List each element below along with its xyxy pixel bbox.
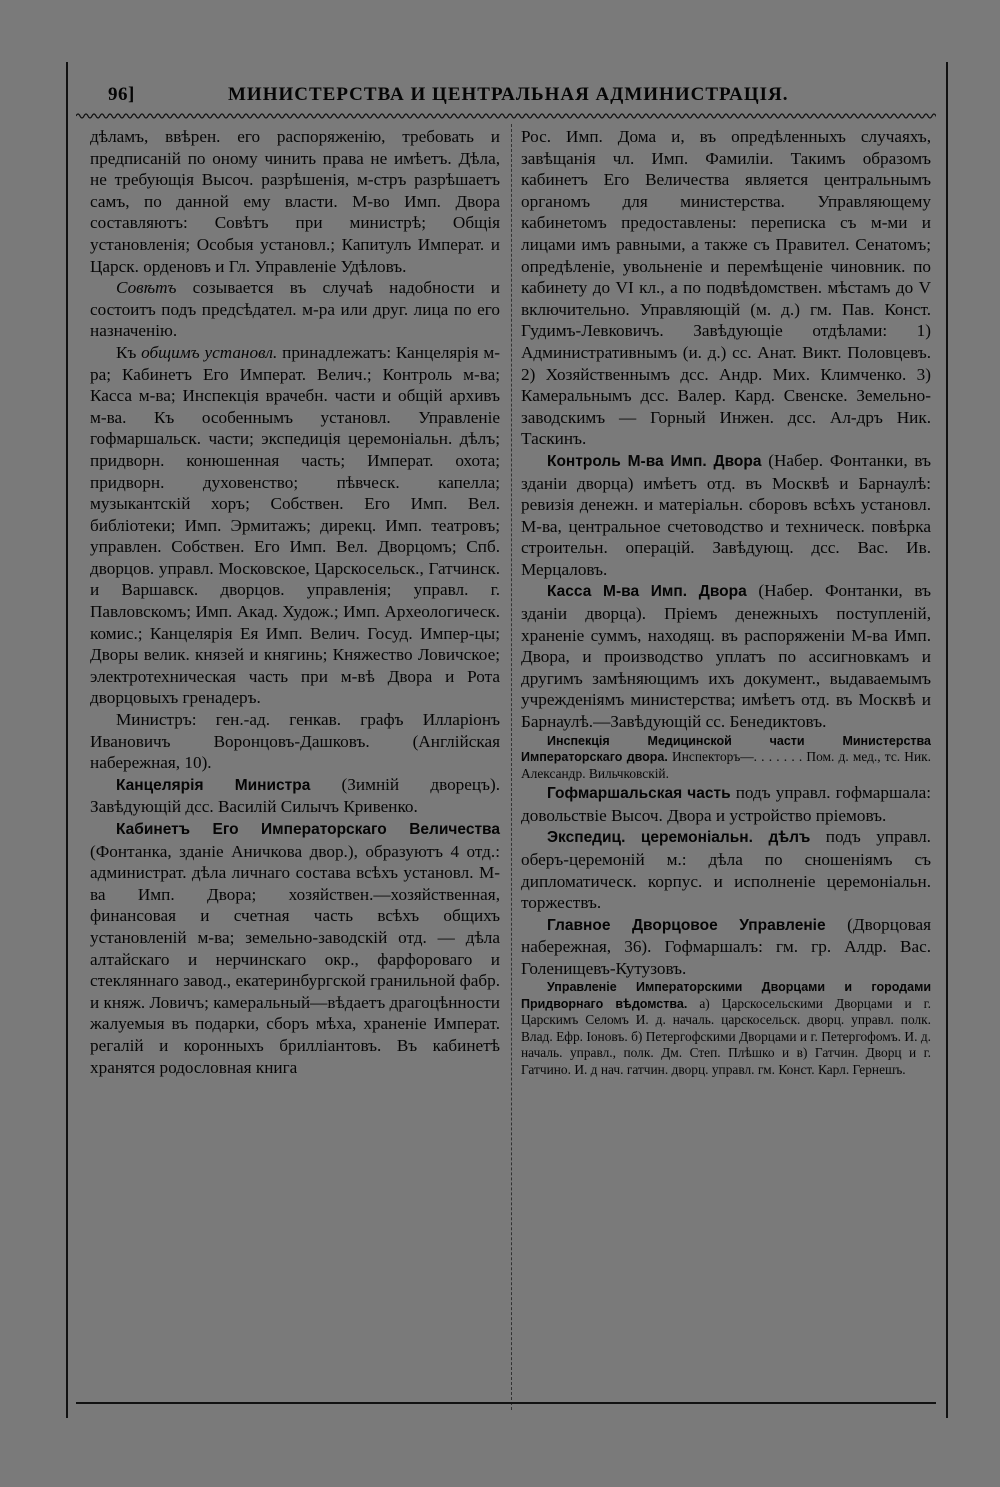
page [66,62,948,1418]
right-column-paragraph [521,979,931,1078]
left-column-paragraph [90,709,500,774]
entry-heading: Инспекція Медицинской части Министерства Императорскаго двора. [521,733,931,765]
left-column [90,126,500,1078]
entry-heading: Касса М-ва Имп. Двора [547,583,747,601]
entry-heading: Главное Дворцовое Управленіе [547,916,826,934]
paragraph-text: Министръ: ген.-ад. генкав. графъ Илларіонъ Ивановичъ Воронцовъ-Дашковъ. (Англійская набережная, 10). [90,710,500,773]
page-header [108,84,928,112]
paragraph-text: принадлежатъ: Канцелярія м-ра; Кабинетъ Его Императ. Велич.; Контроль м-ва; Касса м-ва; Инспекція врачебн. части и общій архивъ м-ва. Къ особеннымъ установл. Управленіе гофмаршальск. части; экспедиція церемоніальн. дѣлъ; придворн. конюшенная часть; Императ. охота; придворн. духовенство; пѣвческ. капелла; музыкантскій хоръ; Собствен. Его Имп. Вел. библіотеки; Имп. Эрмитажъ; дирекц. Имп. театровъ; управлен. Собствен. Его Имп. Вел. Дворцомъ; Спб. дворцов. управл. Московское, Царскосельск., Гатчинск. и Варшавск. дворцов. управленія; управл. г. Павловскомъ; Имп. Акад. Худож.; Имп. Археологическ. комис.; Канцелярія Ея Имп. Велич. Госуд. Импер-цы; Дворы велик. князей и княгинь; Княжество Ловичское; электротехническая часть при м-вѣ Двора и Рота дворцовыхъ гренадеръ. [90,342,500,708]
lead-text: Къ [116,342,142,362]
paragraph-text: подъ управл. гофмаршала: довольствіе Высоч. Двора и устройство пріемовъ. [521,783,931,825]
paragraph-text: Рос. Имп. Дома и, въ опредѣленныхъ случаяхъ, завѣщанія чл. Имп. Фамиліи. Такимъ образомъ кабинетъ Его Величества является центральнымъ органомъ для министерства. Управляющему кабинетомъ предоставлены: переписка съ м-ми и лицами имъ равными, а также съ Правител. Сенатомъ; опредѣленіе, увольненіе и перемѣщеніе чиновник. по кабинету до VI кл., а по подвѣдомствен. мѣстамъ до V включительно. Управляющій (м. д.) гм. Пав. Конст. Гудимъ-Левковичъ. Завѣдующіе отдѣлами: 1) Административнымъ (и. д.) сс. Анат. Викт. Половцевъ. 2) Хозяйственнымъ дсс. Андр. Мих. Климченко. 3) Камеральнымъ дсс. Валер. Кард. Свенске. Земельно-заводскимъ — Горный Инжен. дсс. Ал-дръ Ник. Таскинъ. [521,127,931,449]
entry-heading: Гофмаршальская часть [547,785,731,803]
entry-heading: Контроль М-ва Имп. Двора [547,452,762,470]
paragraph-text: созывается въ случаѣ надобности и состоитъ подъ предсѣдател. м-ра или друг. лица по его назначенію. [90,278,500,341]
paragraph-text: дѣламъ, ввѣрен. его распоряженію, требовать и предписаній по оному чинить права не имѣетъ. Дѣла, не требующія Высоч. разрѣшенія, м-стръ разрѣшаетъ самъ, по данной ему власти. М-во Имп. Двора составляютъ: Совѣтъ при министрѣ; Общія установленія; Особыя установл.; Капитулъ Императ. и Царск. орденовъ и Гл. Управленіе Удѣловъ. [90,127,500,276]
right-column-paragraph [521,733,931,783]
paragraph-text: а) Царскосельскими Дворцами и г. Царскимъ Селомъ И. д. началь. царскосельск. дворц. управл. полк. Влад. Ефр. Іоновъ. б) Петергофскими Дворцами и г. Петергофомъ. И. д. началь. управл., полк. Дм. Степ. Плѣшко и в) Гатчин. Дворц и г. Гатчино. И. д нач. гатчин. дворц. управл. гм. Конст. Карл. Гернешъ. [521,995,932,1077]
italic-term: общимъ установл. [141,342,278,362]
column-divider [511,124,513,1410]
entry-heading: Управленіе Императорскими Дворцами и городами Придворнаго вѣдомства. [521,980,931,1011]
right-column-paragraph [521,826,931,913]
paragraph-text: (Зимній дворецъ). Завѣдующій дсс. Василій Силычъ Кривенко. [90,774,500,817]
right-column [521,126,931,1078]
decorative-wavy-rule [76,112,936,120]
running-title: МИНИСТЕРСТВА И ЦЕНТРАЛЬНАЯ АДМИНИСТРАЦІЯ. [228,84,789,105]
right-column-paragraph [521,450,931,581]
paragraph-text: (Набер. Фонтанки, въ зданіи дворца). Пріемъ денежныхъ поступленій, храненіе суммъ, находящ. въ распоряженіи М-ва Имп. Двора, и производство уплатъ по ассигновкамъ и другимъ замѣняющимъ ихъ документ., выдаваемымъ учрежденіямъ министерства; имѣетъ отд. въ Москвѣ и Барнаулѣ.—Завѣдующій сс. Бенедиктовъ. [521,581,931,732]
entry-heading: Канцелярія Министра [116,776,311,794]
left-column-paragraph [90,126,500,277]
left-column-paragraph [90,818,500,1078]
left-column-paragraph [90,342,500,709]
right-column-paragraph [521,782,931,826]
paragraph-text: подъ управл. оберъ-церемоній м.: дѣла по сношеніямъ съ дипломатическ. корпус. и исполненіе церемоніальн. торжествъ. [521,827,931,913]
paragraph-text: Инспекторъ—. . . . . . . Пом. д. мед., тс. Ник. Александр. Вильчковскій. [521,749,931,781]
left-column-paragraph [90,774,500,818]
right-column-paragraph [521,580,931,732]
paragraph-text: (Дворцовая набережная, 36). Гофмаршалъ: гм. гр. Алдр. Вас. Голенищевъ-Кутузовъ. [521,914,931,978]
left-column-paragraph [90,277,500,342]
right-column-paragraph [521,126,931,450]
entry-heading: Кабинетъ Его Императорскаго Величества [116,821,500,838]
entry-heading: Экспедиц. церемоніальн. дѣлъ [547,829,811,847]
page-number: 96] [108,84,135,105]
bottom-rule [76,1402,936,1404]
italic-term: Совѣтъ [116,278,177,298]
right-column-paragraph [521,914,931,980]
paragraph-text: (Набер. Фонтанки, въ зданіи дворца) имѣетъ отд. въ Москвѣ и Барнаулѣ: ревизія денежн. и матеріальн. сборовъ всѣхъ установл. М-ва, центральное счетоводство и техническ. повѣрка строительн. операцій. Завѣдующ. дсс. Вас. Ив. Мерцаловъ. [521,450,931,579]
paragraph-text: (Фонтанка, зданіе Аничкова двор.), образуютъ 4 отд.: администрат. дѣла личнаго состава всѣхъ установл. М-ва Имп. Двора; хозяйствен.—хозяйственная, финансовая и счетная часть всѣхъ общихъ установленій м-ва; земельно-заводскій отд. — дѣла алтайскаго и нерчинскаго окр., фарфороваго и стекляннаго завод., екатеринбургской гранильной фабр. и княж. Ловичъ; камеральный—вѣдаетъ драгоцѣнности жалуемыя въ подарки, сборъ мѣха, храненіе Императ. регалій и коронныхъ бриллiантовъ. Въ кабинетѣ хранятся родословная книга [90,841,500,1077]
